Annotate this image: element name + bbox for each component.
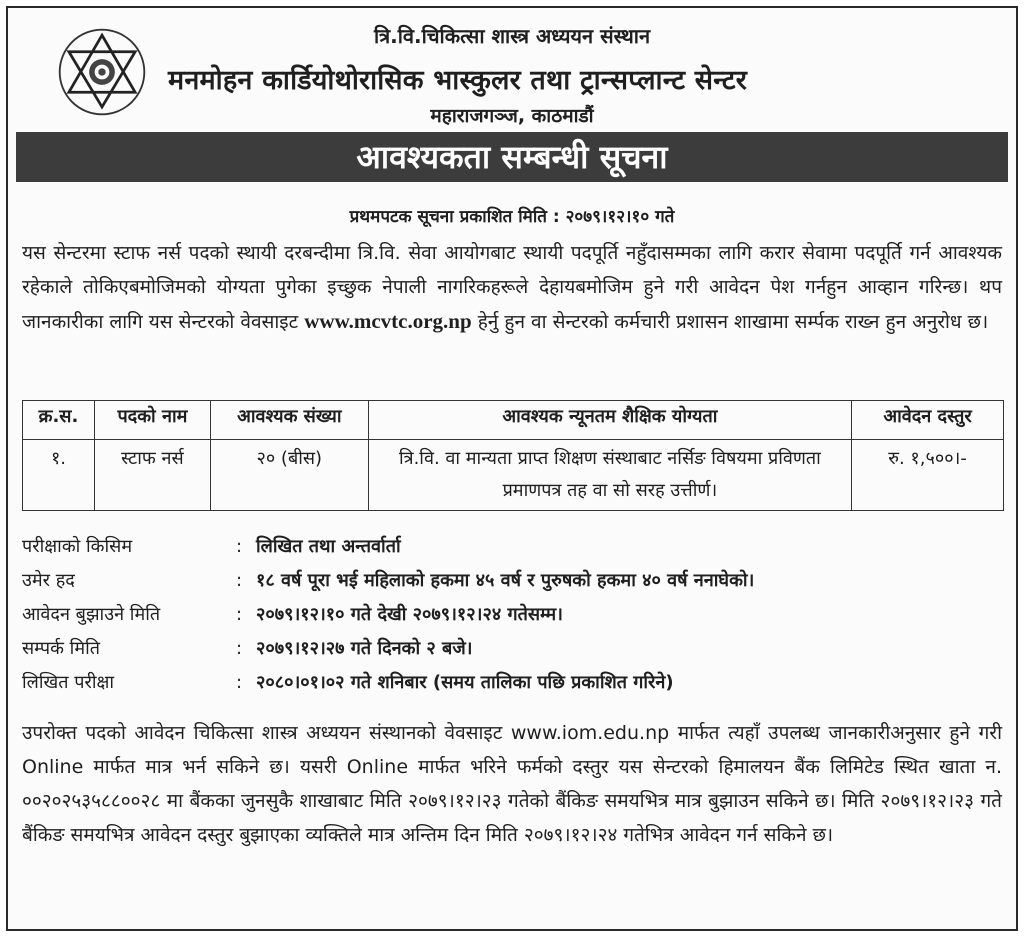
detail-contact-date: सम्पर्क मिति : २०७९।१२।२७ गते दिनको २ बजे। [22, 632, 1006, 666]
closing-paragraph: उपरोक्त पदको आवेदन चिकित्सा शास्त्र अध्ययन संस्थानको वेवसाइट www.iom.edu.np मार्फत त्यहाँ उपलब्ध जानकारीअनुसार हुने गरी Online मार्फत मात्र भर्न सकिने छ। यसरी Online मार्फत भरिने फर्मको दस्तुर यस सेन्टरको हिमालयन बैंक लिमिटेड स्थित खाता न. ००२०२५३५८८००२८ मा बैंकका जुनसुकै शाखाबाट मिति २०७९।१२।२३ गतेको बैंकिङ समयभित्र मात्र बुझाउन सकिने छ। मिति २०७९।१२।२३ गते बैंकिङ समयभित्र आवेदन दस्तुर बुझाएका व्यक्तिले मात्र अन्तिम दिन मिति २०७९।१२।२४ गतेभित्र आवेदन गर्न सकिने छ। [22, 722, 1002, 846]
detail-label: परीक्षाको किसिम [22, 536, 133, 557]
detail-label: सम्पर्क मिति [22, 638, 101, 659]
cell-qualification: त्रि.वि. वा मान्यता प्राप्त शिक्षण संस्थाबाट नर्सिङ विषयमा प्रविणता प्रमाणपत्र तह वा सो सरह उत्तीर्ण। [368, 440, 851, 511]
detail-label: लिखित परीक्षा [22, 672, 115, 693]
notice-title: आवश्यकता सम्बन्धी सूचना [16, 132, 1008, 182]
center-website-link[interactable]: www.mcvtc.org.np [304, 309, 472, 333]
cell-fee: रु. १,५००।- [852, 440, 1004, 511]
detail-written-exam: लिखित परीक्षा : २०८०।०१।०२ गते शनिबार (समय तालिका पछि प्रकाशित गरिने) [22, 666, 1006, 700]
intro-text: यस सेन्टरमा स्टाफ नर्स पदको स्थायी दरबन्दीमा त्रि.वि. सेवा आयोगबाट स्थायी पदपूर्ति नहुँदासम्मका लागि करार सेवामा पदपूर्ति गर्न आवश्यक रहेकाले तोकिएबमोजिमको योग्यता पुगेका इच्छुक नेपाली नागरिकहरूले देहायबमोजिम हुने गरी आवेदन पेश गर्नहुन आव्हान गरिन्छ। थप जानकारीका लागि यस सेन्टरको वेवसाइट [22, 242, 1002, 333]
header-qualification: आवश्यक न्यूनतम शैक्षिक योग्यता [368, 401, 851, 440]
intro-text-after: हेर्नु हुन वा सेन्टरको कर्मचारी प्रशासन शाखामा सर्म्पक राख्न हुन अनुरोध छ। [471, 311, 989, 333]
notice-page [6, 6, 1018, 931]
cell-sn: १. [23, 440, 95, 511]
detail-value: २०८०।०१।०२ गते शनिबार (समय तालिका पछि प्रकाशित गरिने) [256, 672, 674, 693]
exam-details [22, 530, 1006, 700]
detail-application-date: आवेदन बुझाउने मिति : २०७९।१२।१० गते देखी २०७९।१२।२४ गतेसम्म। [22, 598, 1006, 632]
detail-label: आवेदन बुझाउने मिति [22, 604, 161, 625]
intro-paragraph [22, 236, 1002, 339]
header-sn: क्र.स. [23, 401, 95, 440]
vacancy-table [22, 400, 1004, 511]
detail-exam-type: परीक्षाको किसिम : लिखित तथा अन्तर्वार्ता [22, 530, 1006, 564]
table-row [23, 440, 1004, 511]
center-name: मनमोहन कार्डियोथोरासिक भास्कुलर तथा ट्रान्सप्लान्ट सेन्टर [168, 65, 747, 96]
detail-label: उमेर हद [22, 570, 75, 591]
header-post: पदको नाम [94, 401, 210, 440]
header-fee: आवेदन दस्तुर [852, 401, 1004, 440]
detail-value: १८ वर्ष पूरा भई महिलाको हकमा ४५ वर्ष र पुरुषको हकमा ४० वर्ष ननाघेको। [256, 570, 755, 591]
institute-name: त्रि.वि.चिकित्सा शास्त्र अध्ययन संस्थान [373, 24, 651, 48]
detail-value: २०७९।१२।२७ गते दिनको २ बजे। [256, 638, 473, 659]
header-count: आवश्यक संख्या [210, 401, 368, 440]
detail-value: लिखित तथा अन्तर्वार्ता [256, 536, 401, 557]
cell-count: २० (बीस) [210, 440, 368, 511]
detail-age-limit: उमेर हद : १८ वर्ष पूरा भई महिलाको हकमा ४५ वर्ष र पुरुषको हकमा ४० वर्ष ननाघेको। [22, 564, 1006, 598]
notice-header [8, 8, 1016, 132]
detail-value: २०७९।१२।१० गते देखी २०७९।१२।२४ गतेसम्म। [256, 604, 563, 625]
cell-post: स्टाफ नर्स [94, 440, 210, 511]
center-location: महाराजगञ्ज, काठमाडौं [430, 105, 594, 127]
table-header-row [23, 401, 1004, 440]
first-published-date: प्रथमपटक सूचना प्रकाशित मिति : २०७९।१२।१० गते [349, 207, 675, 227]
